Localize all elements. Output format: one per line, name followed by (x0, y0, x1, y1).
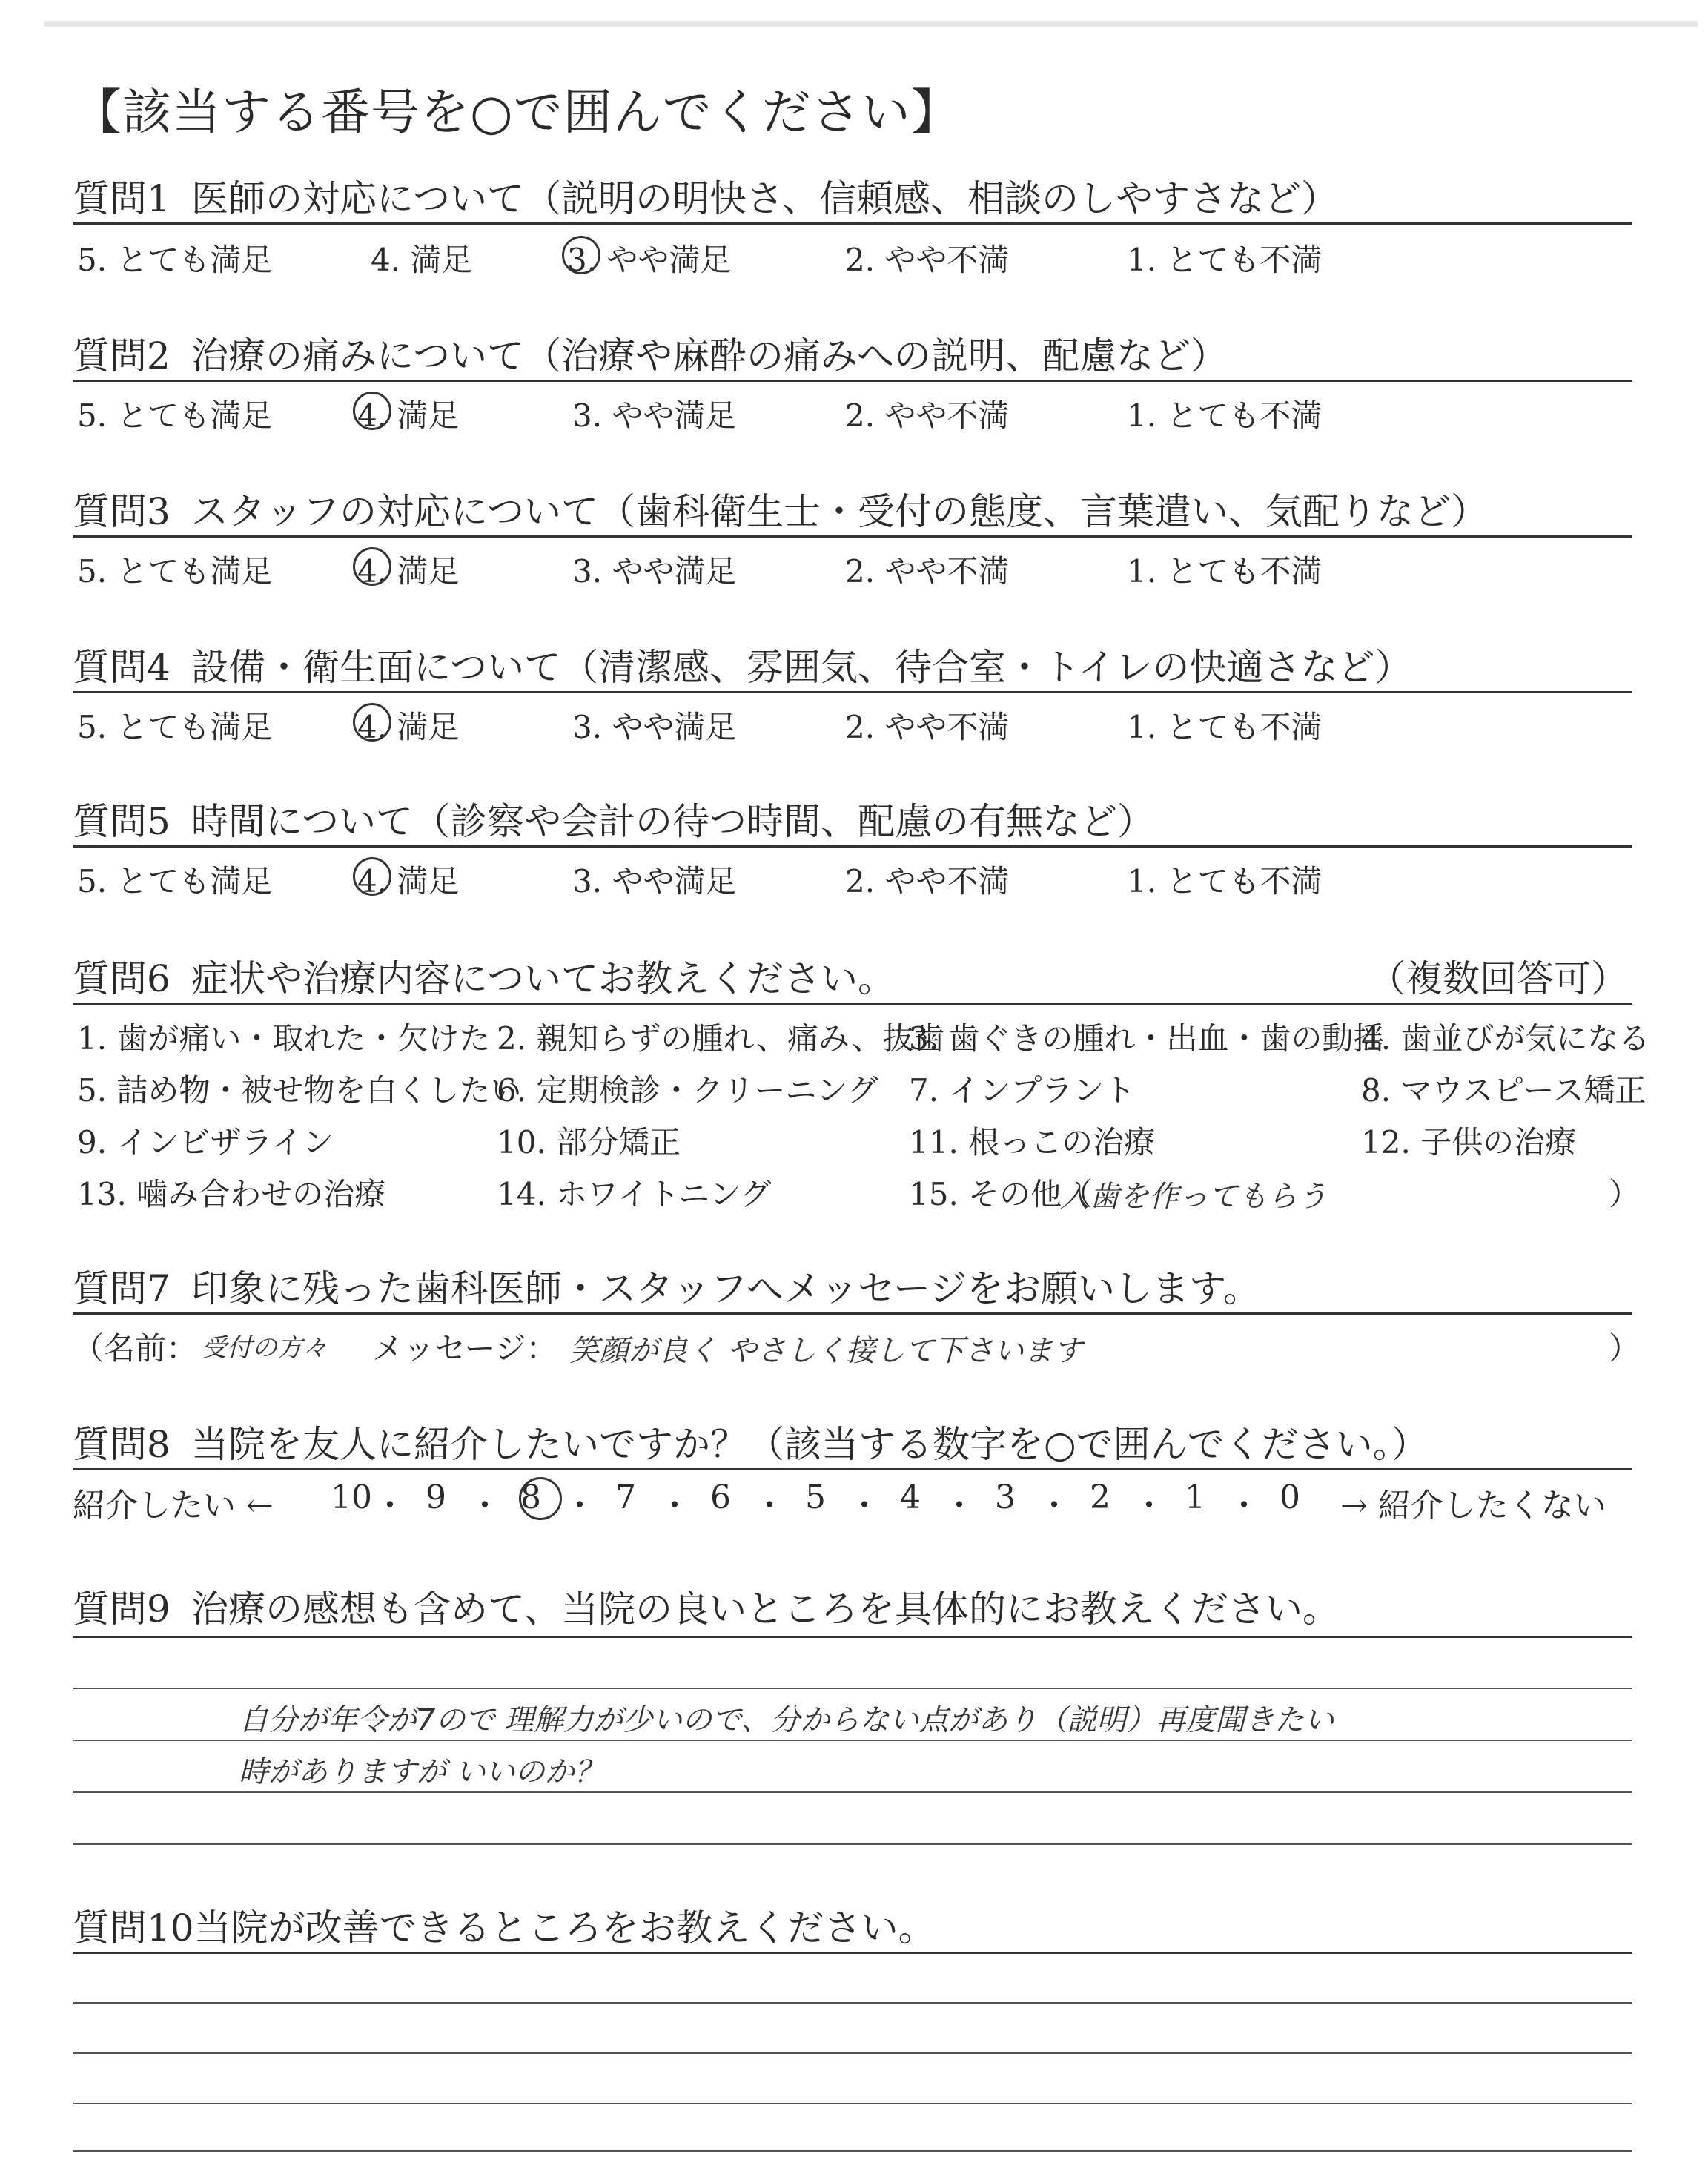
question-6-text: 症状や治療内容についてお教えください。 (191, 957, 895, 1000)
question-2 (73, 326, 1228, 380)
question-8-rule (73, 1468, 1632, 1470)
q8-selected-circle (519, 1477, 562, 1520)
q5-option-1[interactable]: 1. とても不満 (1127, 863, 1323, 899)
question-1-rule (73, 222, 1632, 225)
question-5-text: 時間について（診察や会計の待つ時間、配慮の有無など） (191, 800, 1154, 843)
q6-item-7[interactable]: 7. インプラント (909, 1072, 1136, 1109)
question-3-rule (73, 535, 1632, 538)
q6-item-13[interactable]: 13. 噛み合わせの治療 (77, 1176, 386, 1212)
q6-item-4[interactable]: 4. 歯並びが気になる (1361, 1020, 1650, 1057)
q8-scale-dot: ・ (848, 1487, 881, 1525)
question-7-rule (73, 1312, 1632, 1315)
q1-option-4[interactable]: 4. 満足 (371, 242, 473, 278)
question-3-text: スタッフの対応について（歯科衛生士・受付の態度、言葉遣い、気配りなど） (191, 490, 1488, 533)
q8-scale-dot: ・ (658, 1487, 691, 1525)
q5-option-3[interactable]: 3. やや満足 (572, 863, 737, 899)
question-9-rule (73, 1636, 1632, 1638)
q6-item-12[interactable]: 12. 子供の治療 (1361, 1124, 1577, 1160)
q1-option-5[interactable]: 5. とても満足 (77, 242, 273, 278)
q6-item-14[interactable]: 14. ホワイトニング (497, 1176, 772, 1212)
question-8-number: 質問8 (73, 1423, 171, 1466)
q4-option-5[interactable]: 5. とても満足 (77, 709, 273, 745)
q2-selected-circle (353, 392, 391, 430)
q8-scale-7[interactable]: 7 (615, 1479, 636, 1516)
q8-scale-4[interactable]: 4 (900, 1479, 921, 1516)
q6-item-6[interactable]: 6. 定期検診・クリーニング (497, 1072, 878, 1109)
question-4-rule (73, 691, 1632, 693)
q9-answer-text-1[interactable]: 自分が年令が7ので 理解力が少いので、分からない点があり（説明）再度聞きたい (239, 1703, 1334, 1737)
q8-scale-9[interactable]: 9 (426, 1479, 446, 1516)
question-5 (73, 792, 1154, 845)
question-6-number: 質問6 (73, 957, 171, 1000)
q2-option-4[interactable]: 4. 満足 (357, 397, 460, 434)
q6-close-paren: ） (1609, 1176, 1641, 1212)
q6-item-1[interactable]: 1. 歯が痛い・取れた・欠けた (77, 1020, 491, 1057)
question-2-rule (73, 380, 1632, 382)
question-1-number: 質問1 (73, 177, 171, 220)
q6-item-5[interactable]: 5. 詰め物・被せ物を白くしたい (77, 1072, 522, 1109)
question-8-text: 当院を友人に紹介したいですか？（該当する数字を○で囲んでください。） (191, 1423, 1429, 1466)
q4-option-4[interactable]: 4. 満足 (357, 709, 460, 745)
q2-option-3[interactable]: 3. やや満足 (572, 397, 737, 434)
question-10-rule (73, 1952, 1632, 1954)
question-4-number: 質問4 (73, 646, 171, 689)
q8-scale-10[interactable]: 10 (331, 1479, 372, 1516)
q4-selected-circle (353, 703, 391, 742)
q4-option-1[interactable]: 1. とても不満 (1127, 709, 1323, 745)
q10-answer-line-3 (73, 2103, 1632, 2104)
q9-answer-line-1 (73, 1688, 1632, 1689)
q8-scale-8[interactable]: 8 (520, 1479, 541, 1516)
question-4 (73, 638, 1412, 691)
q4-option-3[interactable]: 3. やや満足 (572, 709, 737, 745)
q8-scale-1[interactable]: 1 (1185, 1479, 1205, 1516)
q3-option-5[interactable]: 5. とても満足 (77, 553, 273, 589)
q6-item-3[interactable]: 3. 歯ぐきの腫れ・出血・歯の動揺 (909, 1020, 1385, 1057)
q7-message-label: メッセージ： (372, 1330, 557, 1367)
q6-item-2[interactable]: 2. 親知らずの腫れ、痛み、抜歯 (497, 1020, 945, 1057)
q3-option-2[interactable]: 2. やや不満 (845, 553, 1010, 589)
question-6-note: （複数回答可） (1368, 957, 1628, 1000)
question-4-text: 設備・衛生面について（清潔感、雰囲気、待合室・トイレの快適さなど） (191, 646, 1412, 689)
question-5-rule (73, 845, 1632, 848)
question-3-number: 質問3 (73, 490, 171, 533)
q8-scale-dot: ・ (563, 1487, 596, 1525)
question-1 (73, 169, 1338, 222)
question-3 (73, 482, 1488, 535)
q5-selected-circle (353, 857, 391, 896)
page-title: 【該当する番号を○で囲んでください】 (73, 84, 961, 141)
q8-scale-6[interactable]: 6 (710, 1479, 731, 1516)
q1-option-3[interactable]: 3. やや満足 (567, 242, 732, 278)
q5-option-4[interactable]: 4. 満足 (357, 863, 460, 899)
question-1-text: 医師の対応について（説明の明快さ、信頼感、相談のしやすさなど） (191, 177, 1338, 220)
q6-other-handwritten[interactable]: 入歯を作ってもらう (1060, 1180, 1327, 1214)
q9-answer-line-2 (73, 1740, 1632, 1741)
q6-item-9[interactable]: 9. インビザライン (77, 1124, 334, 1160)
q8-scale-dot: ・ (374, 1487, 406, 1525)
question-9-number: 質問9 (73, 1588, 171, 1631)
q2-option-1[interactable]: 1. とても不満 (1127, 397, 1323, 434)
question-10-text: 当院が改善できるところをお教えください。 (193, 1906, 936, 1949)
q8-scale-dot: ・ (1133, 1487, 1165, 1525)
question-2-text: 治療の痛みについて（治療や麻酔の痛みへの説明、配慮など） (191, 334, 1228, 377)
q8-scale-dot: ・ (1228, 1487, 1260, 1525)
q9-answer-text-2[interactable]: 時がありますが いいのか？ (239, 1755, 604, 1789)
q8-scale-dot: ・ (943, 1487, 976, 1525)
q4-option-2[interactable]: 2. やや不満 (845, 709, 1010, 745)
q10-answer-line-4 (73, 2150, 1632, 2152)
q6-item-15[interactable]: 15. その他（ (909, 1176, 1093, 1212)
q6-item-10[interactable]: 10. 部分矯正 (497, 1124, 681, 1160)
q9-answer-line-3 (73, 1791, 1632, 1793)
question-5-number: 質問5 (73, 800, 171, 843)
question-6 (73, 949, 895, 1003)
q7-name-label: （名前： (73, 1330, 198, 1367)
question-8 (73, 1415, 1429, 1468)
q7-message-value[interactable]: 笑顔が良く やさしく接して下さいます (569, 1334, 1083, 1368)
q8-scale-3[interactable]: 3 (995, 1479, 1016, 1516)
question-7-text: 印象に残った歯科医師・スタッフへメッセージをお願いします。 (191, 1267, 1260, 1310)
q1-option-1[interactable]: 1. とても不満 (1127, 242, 1323, 278)
q10-answer-line-2 (73, 2052, 1632, 2054)
q10-answer-line-1 (73, 2002, 1632, 2004)
q6-item-11[interactable]: 11. 根っこの治療 (909, 1124, 1156, 1160)
question-7 (73, 1259, 1260, 1312)
q3-option-1[interactable]: 1. とても不満 (1127, 553, 1323, 589)
q8-scale-dot: ・ (1038, 1487, 1070, 1525)
question-9-text: 治療の感想も含めて、当院の良いところを具体的にお教えください。 (191, 1588, 1340, 1631)
question-7-number: 質問7 (73, 1267, 171, 1310)
q7-close-paren: ） (1609, 1330, 1641, 1367)
q8-scale-0[interactable]: 0 (1280, 1479, 1300, 1516)
q8-scale-5[interactable]: 5 (805, 1479, 826, 1516)
top-border (44, 21, 1698, 27)
question-10 (73, 1898, 936, 1952)
q5-option-5[interactable]: 5. とても満足 (77, 863, 273, 899)
q8-right-label: → 紹介したくない (1340, 1487, 1606, 1525)
q3-selected-circle (353, 547, 391, 586)
q9-answer-line-4 (73, 1843, 1632, 1845)
question-9 (73, 1579, 1340, 1633)
q3-option-4[interactable]: 4. 満足 (357, 553, 460, 589)
question-10-number: 質問10 (73, 1906, 194, 1949)
question-2-number: 質問2 (73, 334, 171, 377)
q8-scale-dot: ・ (469, 1487, 501, 1525)
q3-option-3[interactable]: 3. やや満足 (572, 553, 737, 589)
q1-selected-circle (562, 236, 600, 274)
question-6-rule (73, 1003, 1632, 1005)
q7-name-value[interactable]: 受付の方々 (202, 1333, 328, 1363)
q6-item-8[interactable]: 8. マウスピース矯正 (1361, 1072, 1646, 1109)
q5-option-2[interactable]: 2. やや不満 (845, 863, 1010, 899)
q8-left-label: 紹介したい ← (73, 1487, 274, 1525)
q2-option-5[interactable]: 5. とても満足 (77, 397, 273, 434)
q8-scale-dot: ・ (753, 1487, 786, 1525)
q8-scale-2[interactable]: 2 (1090, 1479, 1110, 1516)
q1-option-2[interactable]: 2. やや不満 (845, 242, 1010, 278)
q2-option-2[interactable]: 2. やや不満 (845, 397, 1010, 434)
